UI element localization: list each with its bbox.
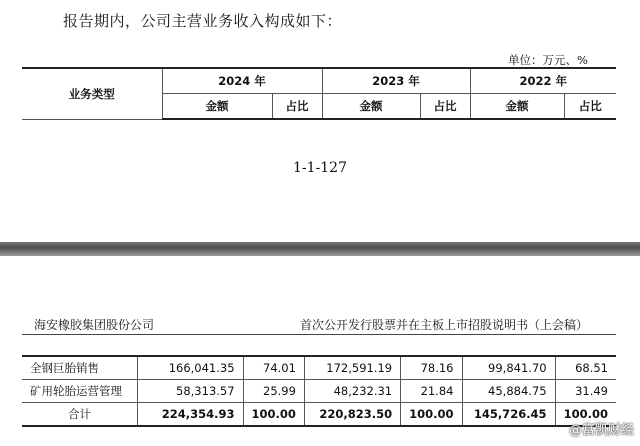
cell-ratio-2024: 25.99	[243, 380, 304, 403]
header-amount: 金额	[322, 94, 420, 120]
cell-amount-2023: 172,591.19	[304, 356, 400, 380]
header-ratio: 占比	[272, 94, 322, 120]
unit-label: 单位：万元、%	[508, 53, 588, 67]
revenue-table-header	[22, 67, 616, 120]
cell-ratio-2024: 74.01	[243, 356, 304, 380]
row-label: 全钢巨胎销售	[22, 356, 137, 380]
running-header-rule	[22, 334, 616, 335]
cell-amount-2024: 224,354.93	[137, 403, 243, 427]
header-amount: 金额	[470, 94, 564, 120]
document-title: 首次公开发行股票并在主板上市招股说明书（上会稿）	[299, 318, 588, 332]
row-label: 合计	[22, 403, 137, 427]
table-row	[22, 380, 616, 403]
cell-amount-2023: 220,823.50	[304, 403, 400, 427]
header-ratio: 占比	[420, 94, 470, 120]
page-separator	[0, 242, 640, 256]
watermark: @富凯财经	[568, 423, 634, 438]
header-ratio: 占比	[564, 94, 616, 120]
header-amount: 金额	[162, 94, 272, 120]
cell-amount-2024: 58,313.57	[137, 380, 243, 403]
cell-amount-2023: 48,232.31	[304, 380, 400, 403]
cell-ratio-2023: 78.16	[401, 356, 462, 380]
table-row-total	[22, 403, 616, 427]
header-year-2022: 2022 年	[470, 68, 616, 94]
cell-ratio-2022: 31.49	[555, 380, 616, 403]
header-year-2024: 2024 年	[162, 68, 322, 94]
header-business-type: 业务类型	[22, 68, 162, 119]
cell-amount-2022: 145,726.45	[462, 403, 555, 427]
intro-text: 报告期内，公司主营业务收入构成如下：	[63, 12, 343, 30]
cell-ratio-2023: 21.84	[401, 380, 462, 403]
header-year-2023: 2023 年	[322, 68, 470, 94]
table-row	[22, 356, 616, 380]
cell-ratio-2022: 100.00	[555, 403, 616, 427]
cell-amount-2022: 99,841.70	[462, 356, 555, 380]
cell-amount-2022: 45,884.75	[462, 380, 555, 403]
cell-amount-2024: 166,041.35	[137, 356, 243, 380]
row-label: 矿用轮胎运营管理	[22, 380, 137, 403]
company-name: 海安橡胶集团股份公司	[34, 318, 155, 332]
revenue-table-body	[22, 355, 616, 427]
page-number: 1-1-127	[293, 160, 347, 176]
cell-ratio-2023: 100.00	[401, 403, 462, 427]
cell-ratio-2022: 68.51	[555, 356, 616, 380]
cell-ratio-2024: 100.00	[243, 403, 304, 427]
